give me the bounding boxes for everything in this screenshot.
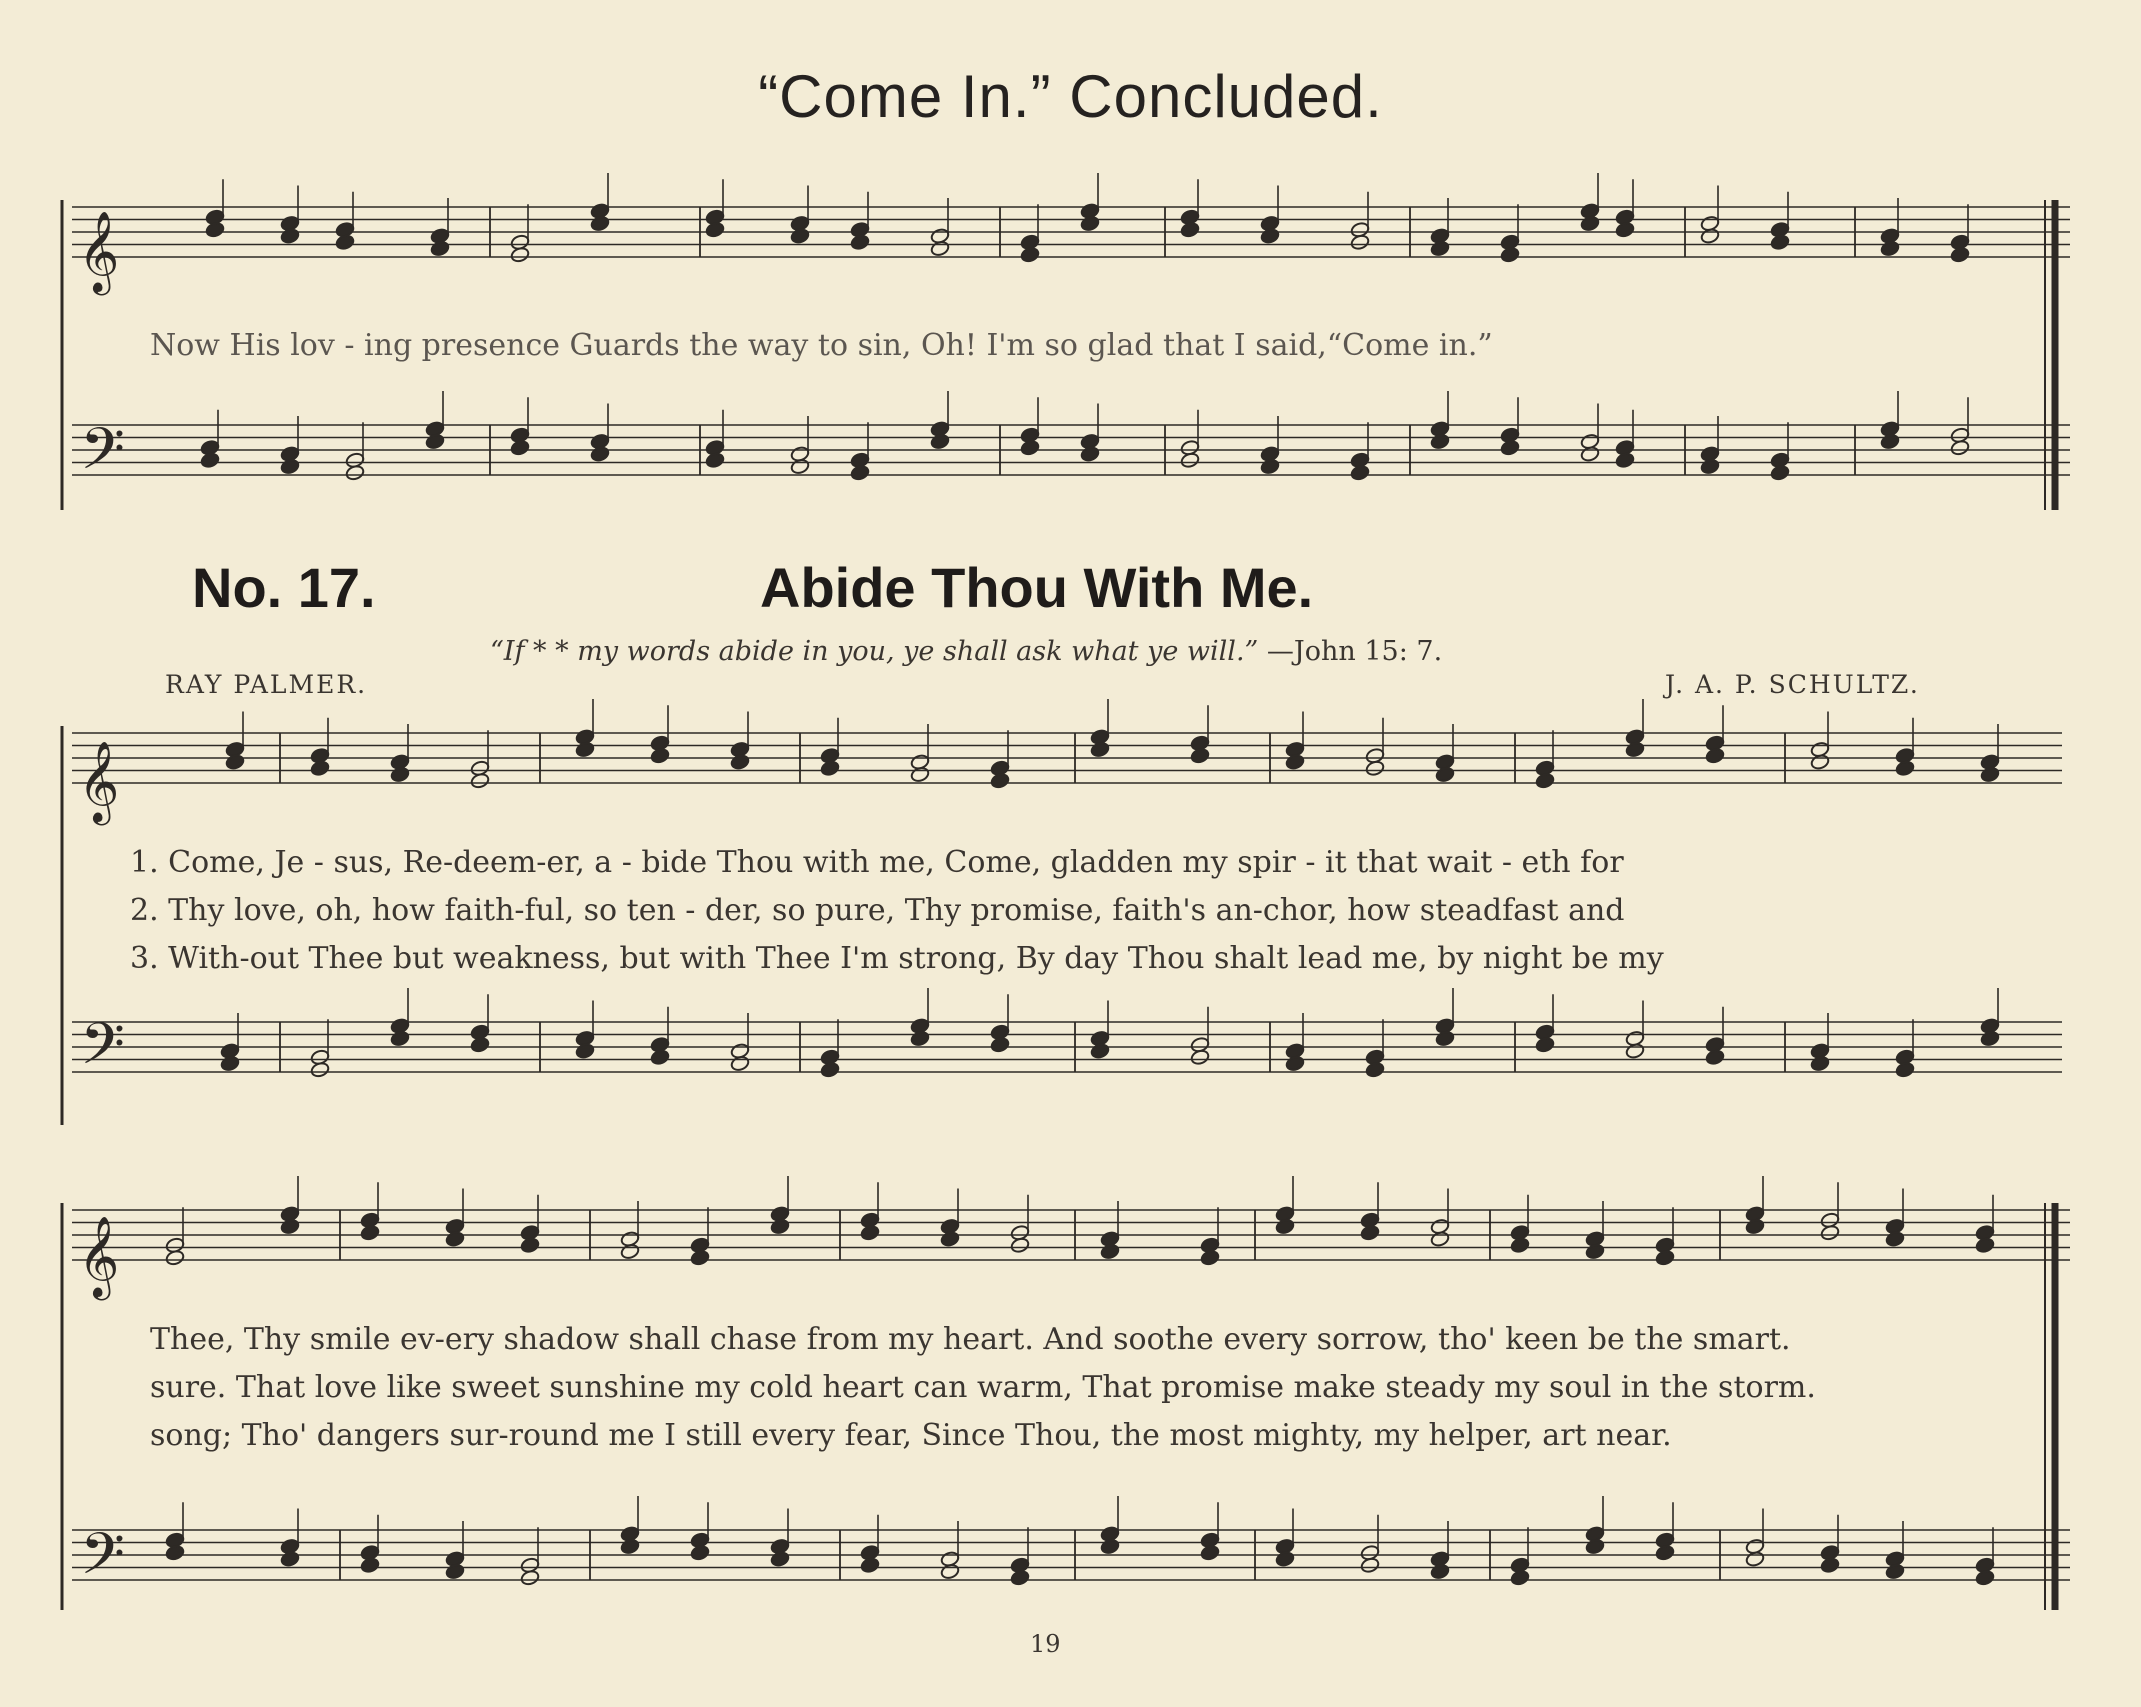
abide-2-treble-note	[620, 1243, 640, 1260]
abide-1-bass-note	[730, 1055, 750, 1072]
abide-2-bass-note	[1655, 1544, 1675, 1561]
abide-2-bass-note	[165, 1544, 185, 1561]
abide-1-treble-note	[1285, 753, 1305, 770]
abide-2-bass-note	[1010, 1569, 1030, 1586]
come-in-bass-note	[510, 439, 530, 456]
epigraph-text: “If * * my words abide in you, ye shall ask what ye will.”	[490, 636, 1259, 667]
come-in-bass-note	[590, 445, 610, 462]
abide-2-treble-note	[1510, 1237, 1530, 1254]
treble-clef: 𝄞	[78, 1215, 120, 1297]
abide-1-treble-note	[470, 772, 490, 789]
come-in-treble-note	[430, 240, 450, 257]
abide-2-bass-note	[1510, 1569, 1530, 1586]
verse-1-line-2: Thee, Thy smile ev-ery shadow shall chase from my heart. And soothe every sorrow, tho' keen be the smart.	[150, 1322, 1791, 1357]
come-in-treble-note	[1950, 246, 1970, 263]
abide-2-treble-note	[1975, 1237, 1995, 1254]
abide-1-treble-note	[575, 741, 595, 758]
come-in-bass-note	[790, 458, 810, 475]
abide-1-bass-note	[990, 1036, 1010, 1053]
scripture-epigraph	[490, 636, 1442, 667]
composer-credit: J. A. P. SCHULTZ.	[1665, 670, 1920, 699]
abide-2-treble-note	[1200, 1249, 1220, 1266]
come-in-treble-note	[1500, 246, 1520, 263]
abide-1-bass-note	[1895, 1061, 1915, 1078]
abide-1-bass-note	[650, 1049, 670, 1066]
abide-2-treble-note	[1275, 1218, 1295, 1235]
abide-1-treble-note	[1535, 772, 1555, 789]
abide-1-bass-note	[1625, 1042, 1645, 1059]
bass-clef: 𝄢	[80, 1520, 126, 1602]
come-in-treble-note	[280, 227, 300, 244]
come-in-bass-note	[1180, 452, 1200, 469]
abide-1-bass-note	[310, 1061, 330, 1078]
abide-2-treble-note	[1820, 1224, 1840, 1241]
come-in-bass-note	[930, 433, 950, 450]
treble-clef: 𝄞	[78, 740, 120, 822]
epigraph-reference: —John 15: 7.	[1266, 636, 1443, 667]
verse-2-line-1: 2. Thy love, oh, how faith-ful, so ten - der, so pure, Thy promise, faith's an-chor, how steadfast and	[130, 893, 1625, 928]
bass-clef: 𝄢	[80, 1010, 126, 1092]
come-in-treble-note	[205, 221, 225, 238]
verse-1-line-1: 1. Come, Je - sus, Re-deem-er, a - bide Thou with me, Come, gladden my spir - it that wait - eth for	[130, 845, 1624, 880]
come-in-bass-note	[345, 464, 365, 481]
come-in-treble-note	[1180, 221, 1200, 238]
abide-1-bass-note	[390, 1030, 410, 1047]
abide-1-treble-note	[820, 760, 840, 777]
abide-2-bass-note	[360, 1557, 380, 1574]
abide-2-bass-note	[445, 1563, 465, 1580]
come-in-bass-note	[1080, 445, 1100, 462]
abide-2-bass-note	[1430, 1563, 1450, 1580]
come-in-bass-note	[1350, 464, 1370, 481]
page-number: 19	[1030, 1630, 1061, 1658]
abide-2-bass-note	[1100, 1538, 1120, 1555]
abide-2-treble-note	[1745, 1218, 1765, 1235]
abide-1-bass-note	[1705, 1049, 1725, 1066]
come-in-bass-note	[1260, 458, 1280, 475]
abide-1-bass-note	[1285, 1055, 1305, 1072]
abide-1-bass-note	[470, 1036, 490, 1053]
abide-1-bass-note	[1190, 1049, 1210, 1066]
abide-2-treble-note	[1885, 1230, 1905, 1247]
abide-2-treble-note	[1360, 1224, 1380, 1241]
abide-2-bass-note	[1975, 1569, 1995, 1586]
abide-2-treble-note	[165, 1249, 185, 1266]
come-in-treble-note	[1260, 227, 1280, 244]
come-in-lyric: Now His lov - ing presence Guards the way to sin, Oh! I'm so glad that I said,“Come in.”	[150, 328, 1493, 363]
come-in-treble-note	[335, 234, 355, 251]
abide-2-treble-note	[445, 1230, 465, 1247]
come-in-treble-note	[1700, 227, 1720, 244]
come-in-bass-note	[1770, 464, 1790, 481]
abide-2-bass-note	[1585, 1538, 1605, 1555]
abide-1-treble-note	[990, 772, 1010, 789]
abide-1-treble-note	[390, 766, 410, 783]
come-in-treble-note	[930, 240, 950, 257]
come-in-bass-note	[1580, 445, 1600, 462]
abide-2-treble-note	[1430, 1230, 1450, 1247]
come-in-treble-note	[705, 221, 725, 238]
abide-1-treble-note	[1625, 741, 1645, 758]
abide-2-bass-note	[1885, 1563, 1905, 1580]
abide-1-treble-note	[310, 760, 330, 777]
abide-2-bass-note	[1820, 1557, 1840, 1574]
abide-2-treble-note	[1100, 1243, 1120, 1260]
abide-2-bass-note	[620, 1538, 640, 1555]
abide-2-bass-note	[1275, 1550, 1295, 1567]
come-in-treble-note	[1770, 234, 1790, 251]
abide-2-bass-note	[280, 1550, 300, 1567]
abide-2-treble-note	[690, 1249, 710, 1266]
come-in-treble-note	[1080, 215, 1100, 232]
abide-1-bass-note	[1090, 1042, 1110, 1059]
abide-1-bass-note	[1435, 1030, 1455, 1047]
abide-2-treble-note	[1010, 1237, 1030, 1254]
abide-1-treble-note	[1365, 760, 1385, 777]
hymn-number: No. 17.	[192, 556, 376, 619]
come-in-bass-note	[1020, 439, 1040, 456]
abide-2-bass-note	[860, 1557, 880, 1574]
abide-2-treble-note	[1585, 1243, 1605, 1260]
come-in-bass-note	[1880, 433, 1900, 450]
abide-1-bass-note	[1535, 1036, 1555, 1053]
abide-2-bass-note	[690, 1544, 710, 1561]
come-in-treble-note	[510, 246, 530, 263]
abide-1-treble-note	[1190, 747, 1210, 764]
abide-1-bass-note	[575, 1042, 595, 1059]
verse-2-line-2: sure. That love like sweet sunshine my cold heart can warm, That promise make steady my soul in the storm.	[150, 1370, 1816, 1405]
abide-1-treble-note	[1705, 747, 1725, 764]
abide-1-treble-note	[225, 753, 245, 770]
abide-1-bass-note	[910, 1030, 930, 1047]
come-in-bass-note	[1430, 433, 1450, 450]
abide-1-treble-note	[650, 747, 670, 764]
come-in-bass-note	[1615, 452, 1635, 469]
abide-1-treble-note	[1980, 766, 2000, 783]
abide-2-treble-note	[1655, 1249, 1675, 1266]
come-in-bass-note	[705, 452, 725, 469]
verse-3-line-2: song; Tho' dangers sur-round me I still every fear, Since Thou, the most mighty, my helper, art near.	[150, 1418, 1672, 1453]
abide-1-treble-note	[1810, 753, 1830, 770]
abide-2-treble-note	[940, 1230, 960, 1247]
come-in-treble-note	[790, 227, 810, 244]
abide-1-treble-note	[1895, 760, 1915, 777]
come-in-treble-note	[850, 234, 870, 251]
abide-2-bass-note	[1360, 1557, 1380, 1574]
come-in-treble-note	[1580, 215, 1600, 232]
abide-1-treble-note	[1090, 741, 1110, 758]
abide-2-treble-note	[360, 1224, 380, 1241]
come-in-treble-note	[1880, 240, 1900, 257]
come-in-treble-note	[1350, 234, 1370, 251]
abide-1-bass-note	[1810, 1055, 1830, 1072]
come-in-treble-note	[590, 215, 610, 232]
page-title: “Come In.” Concluded.	[758, 63, 1383, 130]
abide-1-treble-note	[1435, 766, 1455, 783]
come-in-bass-note	[1950, 439, 1970, 456]
abide-2-treble-note	[860, 1224, 880, 1241]
abide-2-bass-note	[770, 1550, 790, 1567]
verse-3-line-1: 3. With-out Thee but weakness, but with Thee I'm strong, By day Thou shalt lead me, by night be my	[130, 941, 1664, 976]
abide-2-treble-note	[770, 1218, 790, 1235]
come-in-bass-note	[425, 433, 445, 450]
abide-1-bass-note	[1365, 1061, 1385, 1078]
abide-2-bass-note	[1200, 1544, 1220, 1561]
abide-1-bass-note	[820, 1061, 840, 1078]
bass-clef: 𝄢	[80, 415, 126, 497]
treble-clef: 𝄞	[78, 210, 120, 292]
come-in-bass-note	[850, 464, 870, 481]
come-in-bass-note	[1500, 439, 1520, 456]
come-in-treble-note	[1615, 221, 1635, 238]
come-in-bass-note	[280, 458, 300, 475]
abide-1-treble-note	[730, 753, 750, 770]
come-in-bass-note	[1700, 458, 1720, 475]
hymn-title: Abide Thou With Me.	[760, 556, 1314, 619]
abide-2-bass-note	[520, 1569, 540, 1586]
abide-2-bass-note	[1745, 1550, 1765, 1567]
come-in-treble-note	[1430, 240, 1450, 257]
abide-2-treble-note	[280, 1218, 300, 1235]
lyricist-credit: RAY PALMER.	[165, 670, 368, 699]
abide-1-bass-note	[1980, 1030, 2000, 1047]
abide-2-treble-note	[520, 1237, 540, 1254]
abide-2-bass-note	[940, 1563, 960, 1580]
come-in-bass-note	[200, 452, 220, 469]
abide-1-bass-note	[220, 1055, 240, 1072]
abide-1-treble-note	[910, 766, 930, 783]
come-in-treble-note	[1020, 246, 1040, 263]
